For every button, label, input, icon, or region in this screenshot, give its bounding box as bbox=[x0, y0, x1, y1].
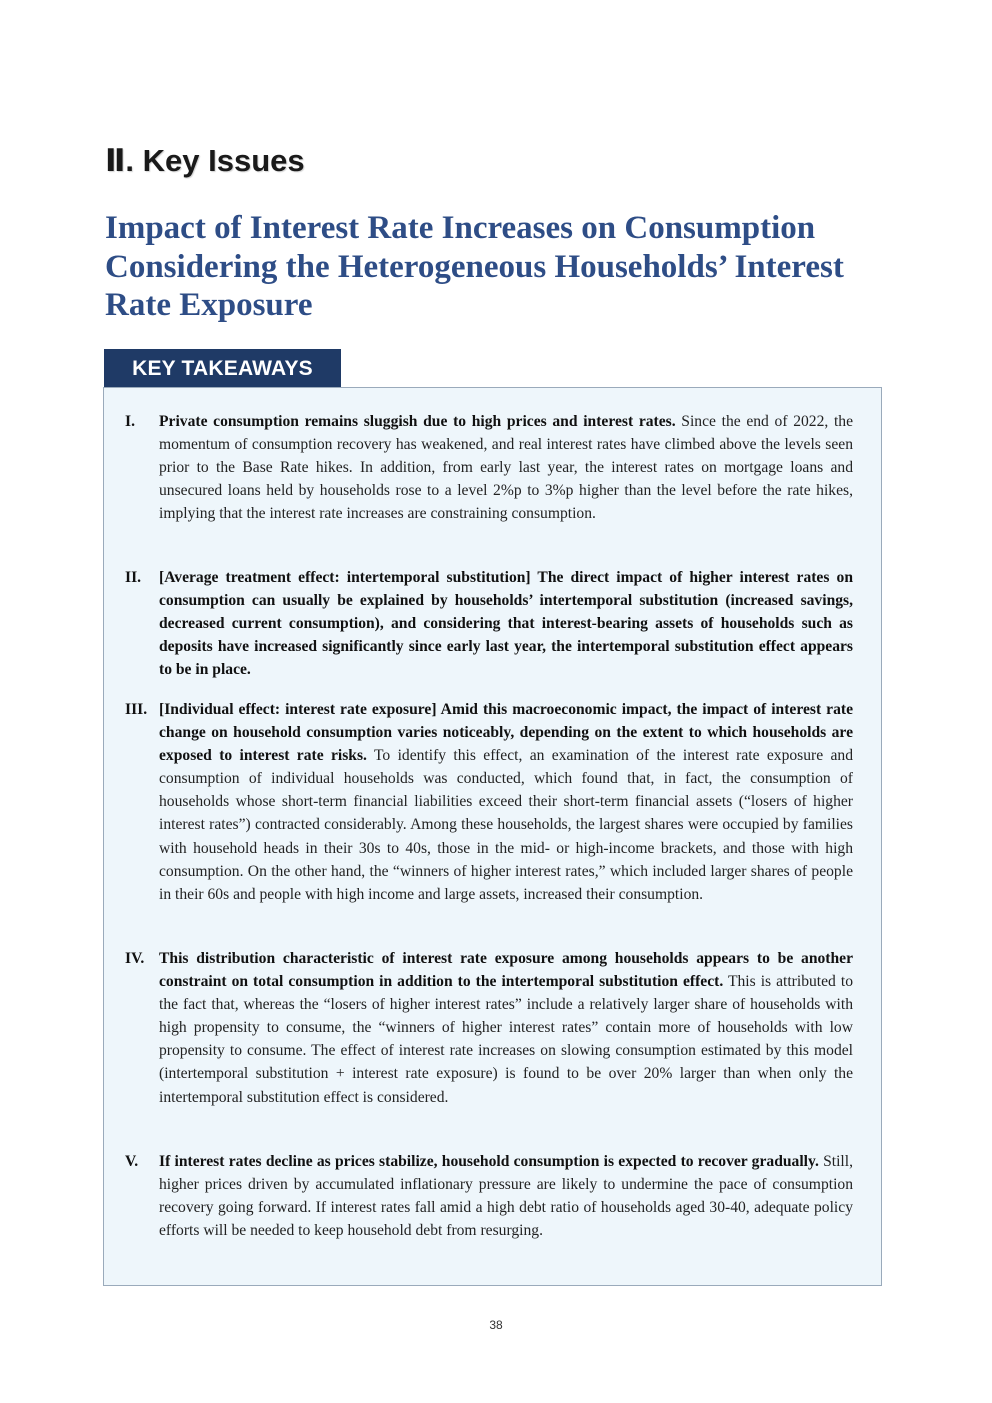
takeaway-text bbox=[159, 947, 853, 1109]
takeaway-bold-lead: [Average treatment effect: intertemporal substitution] The direct impact of higher interest rates on consumption can usually be explained by households’ intertemporal substitution (increased savings, decreased current consumption), and considering that interest-bearing assets of households such as deposits have increased significantly since early last year, the intertemporal substitution effect appears to be in place. bbox=[159, 569, 853, 679]
takeaway-bold-lead: [Individual effect: interest rate exposure] Amid this macroeconomic impact, the impact of interest rate change on household consumption varies noticeably, depending on the extent to which households are exposed to interest rate risks. bbox=[159, 701, 853, 765]
takeaway-body: Still, higher prices driven by accumulated inflationary pressure are likely to undermine the pace of consumption recovery going forward. If interest rates fall amid a high debt ratio of households aged 30-40, adequate policy efforts will be needed to keep household debt from resurging. bbox=[159, 1153, 853, 1240]
takeaway-body: This is attributed to the fact that, whereas the “losers of higher interest rates” include a relatively larger share of households with high propensity to consume, the “winners of higher interest rates” contain more of households with low propensity to consume. The effect of interest rate increases on slowing consumption estimated by this model (intertemporal substitution + interest rate exposure) is found to be over 20% larger than when only the intertemporal substitution effect is considered. bbox=[159, 973, 853, 1106]
article-title: Impact of Interest Rate Increases on Consumption Considering the Heterogeneous Households’ Interest Rate Exposure bbox=[105, 210, 844, 323]
takeaway-text bbox=[159, 698, 853, 906]
takeaway-body: To identify this effect, an examination of the interest rate exposure and consumption of individual households was conducted, which found that, in fact, the consumption of households whose short-term financial liabilities exceed their short-term financial assets (“losers of higher interest rates”) contracted considerably. Among these households, the largest shares were occupied by families with household heads in their 30s to 40s, those in the mid- or high-income brackets, and those with high consumption. On the other hand, the “winners of higher interest rates,” which included larger shares of people in their 60s and people with high income and large assets, increased their consumption. bbox=[159, 747, 853, 903]
takeaway-text bbox=[159, 1150, 853, 1242]
takeaway-number: II. bbox=[125, 569, 142, 586]
takeaway-bold-lead: Private consumption remains sluggish due to high prices and interest rates. bbox=[159, 413, 676, 430]
key-takeaways-label: KEY TAKEAWAYS bbox=[104, 349, 341, 388]
key-takeaways-box bbox=[103, 387, 882, 1286]
takeaway-number: IV. bbox=[125, 950, 145, 967]
section-heading: Ⅱ. Key Issues bbox=[105, 143, 305, 178]
takeaway-number: V. bbox=[125, 1153, 139, 1170]
takeaway-text bbox=[159, 410, 853, 525]
takeaway-number: I. bbox=[125, 413, 135, 430]
takeaway-text bbox=[159, 566, 853, 681]
takeaway-number: III. bbox=[125, 701, 148, 718]
takeaway-body: Since the end of 2022, the momentum of consumption recovery has weakened, and real interest rates have climbed above the levels seen prior to the Base Rate hikes. In addition, from early last year, the interest rates on mortgage loans and unsecured loans held by households rose to a level 2%p to 3%p higher than the level before the rate hikes, implying that the interest rate increases are constraining consumption. bbox=[159, 413, 853, 523]
takeaway-bold-lead: If interest rates decline as prices stabilize, household consumption is expected to recover gradually. bbox=[159, 1153, 819, 1170]
takeaway-bold-lead: This distribution characteristic of interest rate exposure among households appears to be another constraint on total consumption in addition to the intertemporal substitution effect. bbox=[159, 950, 853, 991]
page-number: 38 bbox=[489, 1318, 503, 1332]
